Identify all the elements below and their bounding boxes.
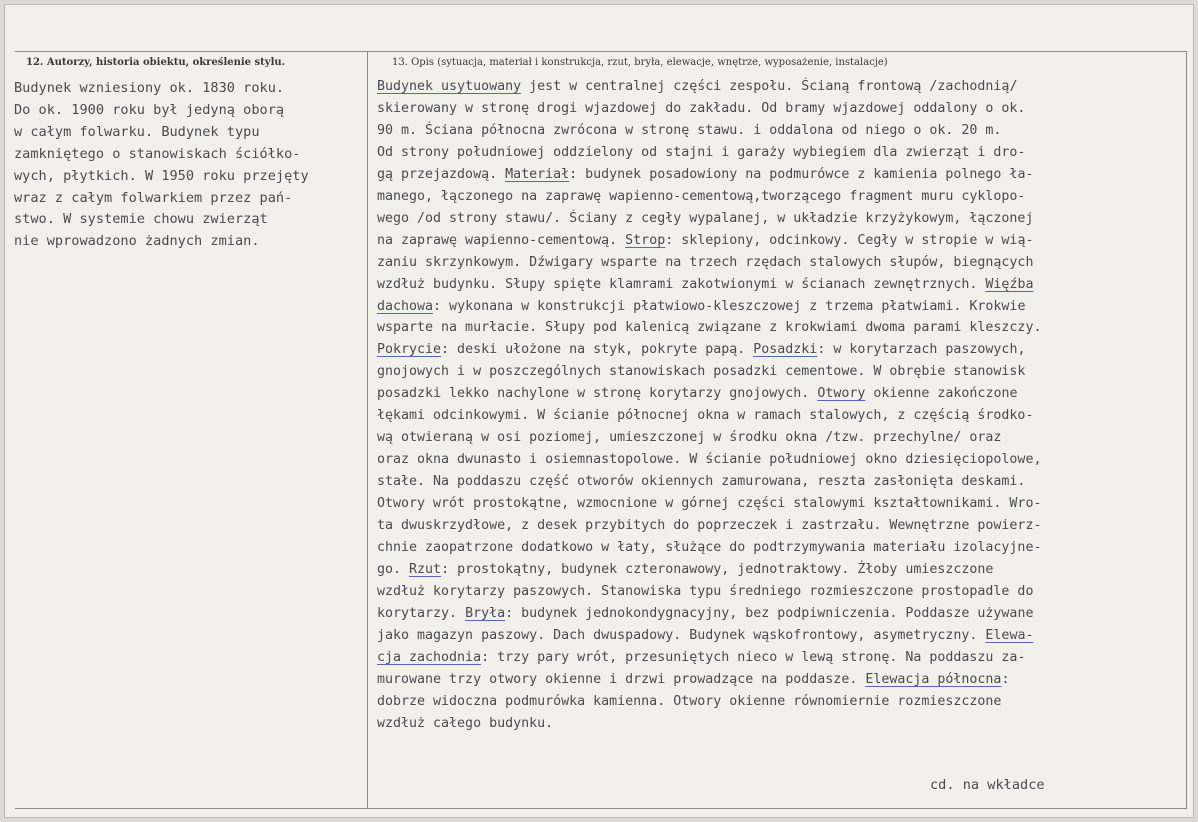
description-segment: 90 m. Ściana północna zwrócona w stronę stawu. i oddalona od niego o ok. 20 m. [377, 122, 1002, 138]
description-segment: : budynek posadowiony na podmurówce z kamienia polnego ła- [569, 166, 1034, 182]
description-line [377, 208, 1041, 230]
history-line: nie wprowadzono żadnych zmian. [14, 233, 260, 250]
history-line: wych, płytkich. W 1950 roku przejęty [14, 167, 309, 184]
description-segment: : prostokątny, budynek czteronawowy, jednotraktowy. Żłoby umieszczone [441, 561, 994, 577]
description-segment: : sklepiony, odcinkowy. Cegły w stropie w wią- [665, 232, 1034, 248]
description-segment: : budynek jednokondygnacyjny, bez podpiwniczenia. Poddasze używane [505, 605, 1034, 621]
description-segment: na zaprawę wapienno-cementową. [377, 232, 626, 248]
description-segment: łękami odcinkowymi. W ścianie północnej okna w ramach stalowych, z częścią środko- [377, 408, 1034, 424]
section-keyword: Budynek usytuowany [377, 79, 522, 94]
section-keyword: dachowa [377, 298, 434, 314]
description-segment: wzdłuż budynku. Słupy spięte klamrami zakotwionymi w ścianach zewnętrznych. [377, 276, 986, 292]
description-segment: : deski ułożone na styk, pokryte papą. [441, 342, 754, 358]
description-segment: wą otwieraną w osi poziomej, umieszczonej w środku okna /tzw. przechylne/ oraz [377, 430, 1002, 446]
description-segment: gnojowych i w poszczególnych stanowiskach posadzki cementowe. W obrębie stanowisk [377, 364, 1026, 380]
frame-right-rule [1186, 51, 1187, 809]
section-keyword: Bryła [465, 605, 506, 621]
description-segment: wzdłuż całego budynku. [377, 715, 554, 731]
description-segment: go. [377, 561, 410, 577]
description-line [377, 427, 1041, 449]
description-segment: stałe. Na poddaszu część otworów okiennych zamurowana, reszta zasłonięta deskami. [377, 474, 1026, 490]
section-keyword: Elewacja północna [865, 671, 1002, 687]
description-segment: wsparte na murłacie. Słupy pod kalenicą związane z krokwiami dwoma parami kleszczy. [377, 320, 1042, 336]
description-line [377, 164, 1041, 186]
description-text [377, 76, 1041, 735]
description-line [377, 296, 1041, 318]
description-line [377, 339, 1041, 361]
description-segment: jako magazyn paszowy. Dach dwuspadowy. Budynek wąskofrontowy, asymetryczny. [377, 627, 986, 643]
description-line [377, 98, 1041, 120]
description-line [377, 471, 1041, 493]
history-line: zamkniętego o stanowiskach ściółko- [14, 145, 301, 162]
description-line [377, 647, 1041, 669]
description-line [377, 537, 1041, 559]
description-line [377, 120, 1041, 142]
description-line [377, 405, 1041, 427]
description-segment: wego /od strony stawu/. Ściany z cegły wypalanej, w układzie krzyżykowym, łączonej [377, 210, 1034, 226]
history-line: Do ok. 1900 roku był jedyną oborą [14, 101, 285, 118]
description-segment: : w korytarzach paszowych, [817, 342, 1026, 358]
section-keyword: Więźba [985, 276, 1034, 292]
description-segment: okienne zakończone [865, 386, 1018, 402]
description-segment: : trzy pary wrót, przesuniętych nieco w lewą stronę. Na poddaszu za- [481, 649, 1026, 665]
description-line [377, 449, 1041, 471]
description-line [377, 361, 1041, 383]
section-keyword: Rzut [409, 561, 442, 577]
column-divider [367, 51, 368, 809]
description-segment: dobrze widoczna podmurówka kamienna. Otwory okienne równomiernie rozmieszczone [377, 693, 1002, 709]
description-line [377, 493, 1041, 515]
description-segment: murowane trzy otwory okienne i drzwi prowadzące na poddasze. [377, 671, 866, 687]
frame-bottom-rule [15, 808, 1187, 809]
description-line [377, 603, 1041, 625]
section-keyword: Elewa- [985, 627, 1034, 643]
description-segment: manego, łączonego na zaprawę wapienno-cementową,tworzącego fragment muru cyklopo- [377, 188, 1026, 204]
description-line [377, 669, 1041, 691]
section-keyword: Pokrycie [377, 342, 442, 358]
description-line [377, 230, 1041, 252]
description-line [377, 515, 1041, 537]
description-line [377, 559, 1041, 581]
continuation-note: cd. na wkładce [930, 777, 1045, 793]
description-segment: ta dwuskrzydłowe, z desek przybitych do poprzeczek i zastrzału. Wewnętrzne powierz- [377, 518, 1042, 534]
description-line [377, 713, 1041, 735]
description-segment: posadzki lekko nachylone w stronę korytarzy gnojowych. [377, 386, 818, 402]
description-segment: wzdłuż korytarzy paszowych. Stanowiska typu średniego rozmieszczone prostopadle do [377, 583, 1034, 599]
history-line: w całym folwarku. Budynek typu [14, 123, 260, 140]
description-segment: Od strony południowej oddzielony od stajni i garaży wybiegiem dla zwierząt i dro- [377, 144, 1026, 160]
description-segment: chnie zaopatrzone dodatkowo w łaty, służące do podtrzymywania materiału izolacyjne- [377, 540, 1042, 556]
description-line [377, 252, 1041, 274]
description-line [377, 625, 1041, 647]
section-12-header: 12. Autorzy, historia obiektu, określenie stylu. [26, 57, 286, 68]
description-segment: zaniu skrzynkowym. Dźwigary wsparte na trzech rzędach stalowych słupów, biegnących [377, 254, 1034, 270]
history-line: wraz z całym folwarkiem przez pań- [14, 189, 293, 206]
description-segment: : [1001, 671, 1010, 687]
description-segment: korytarzy. [377, 605, 466, 621]
frame-top-rule [15, 51, 1187, 52]
history-text [14, 78, 309, 253]
description-segment: skierowany w stronę drogi wjazdowej do zakładu. Od bramy wjazdowej oddalony o ok. [377, 100, 1026, 116]
section-keyword: Strop [625, 232, 666, 248]
description-line [377, 691, 1041, 713]
description-segment: oraz okna dwunasto i osiemnastopolowe. W ścianie południowej okno dziesięciopolowe, [377, 452, 1042, 468]
description-line [377, 317, 1041, 339]
section-keyword: cja zachodnia [377, 649, 482, 665]
section-13-header: 13. Opis (sytuacja, materiał i konstrukcja, rzut, bryła, elewacje, wnętrze, wyposażenie, instalacje) [392, 57, 888, 68]
description-line [377, 76, 1041, 98]
description-segment: : wykonana w konstrukcji płatwiowo-kleszczowej z trzema płatwiami. Krokwie [433, 298, 1026, 314]
description-segment: gą przejazdową. [377, 166, 506, 182]
description-segment: Otwory wrót prostokątne, wzmocnione w górnej części stalowymi kształtownikami. Wro- [377, 496, 1042, 512]
description-line [377, 274, 1041, 296]
description-line [377, 581, 1041, 603]
description-segment: jest w centralnej części zespołu. Ścianą frontową /zachodnią/ [521, 79, 1018, 94]
history-line: Budynek wzniesiony ok. 1830 roku. [14, 80, 285, 96]
description-line [377, 186, 1041, 208]
section-keyword: Materiał [505, 166, 570, 182]
section-keyword: Posadzki [753, 342, 818, 358]
history-line: stwo. W systemie chowu zwierząt [14, 211, 268, 228]
description-line [377, 383, 1041, 405]
section-keyword: Otwory [817, 386, 866, 402]
description-line [377, 142, 1041, 164]
